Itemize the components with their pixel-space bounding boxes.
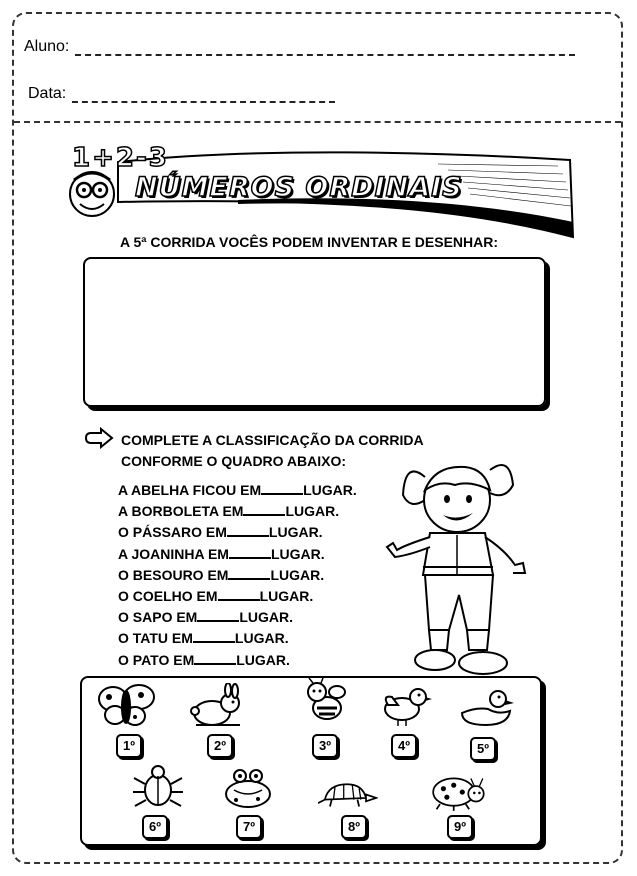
- frog-icon: [218, 766, 278, 811]
- date-field[interactable]: [28, 85, 335, 103]
- rabbit-icon: [188, 683, 248, 728]
- math-symbols-decoration: 1+2-3: [72, 143, 169, 173]
- date-label: Data:: [28, 85, 67, 102]
- sentence-row: O TATU EM LUGAR.: [118, 630, 289, 647]
- sentence-row: O BESOURO EM LUGAR.: [118, 566, 325, 583]
- sentence-row: O COELHO EM LUGAR.: [118, 588, 314, 605]
- ordinal-badge: 4º: [391, 734, 417, 758]
- ordinal-badge: 3º: [312, 734, 338, 758]
- student-name-line[interactable]: [75, 46, 575, 56]
- sentence-row: O PATO EM LUGAR.: [118, 651, 290, 668]
- student-label: Aluno:: [24, 38, 70, 55]
- complete-instruction-line2: CONFORME O QUADRO ABAIXO:: [121, 453, 347, 469]
- answer-blank[interactable]: [243, 502, 285, 516]
- ordinal-badge: 5º: [470, 737, 496, 761]
- student-field[interactable]: [24, 38, 575, 56]
- bird-icon: [378, 683, 438, 728]
- ordinal-badge: 1º: [116, 734, 142, 758]
- answer-blank[interactable]: [197, 608, 239, 622]
- ladybug-icon: [428, 770, 488, 815]
- ordinal-badge: 9º: [447, 815, 473, 839]
- sentence-row: A BORBOLETA EM LUGAR.: [118, 503, 340, 520]
- page-title: NÚMEROS ORDINAIS: [135, 172, 463, 203]
- complete-instruction: [121, 430, 424, 472]
- armadillo-icon: [318, 772, 378, 817]
- answer-blank[interactable]: [229, 545, 271, 559]
- drawing-area[interactable]: [83, 257, 546, 407]
- sentence-row: O SAPO EM LUGAR.: [118, 609, 294, 626]
- answer-blank[interactable]: [227, 523, 269, 537]
- answer-blank[interactable]: [261, 481, 303, 495]
- butterfly-icon: [95, 683, 155, 728]
- sentence-list: [118, 480, 357, 671]
- sentence-row: A ABELHA FICOU EM LUGAR.: [118, 482, 357, 498]
- ordinal-badge: 8º: [341, 815, 367, 839]
- bee-icon: [295, 678, 355, 723]
- answer-blank[interactable]: [193, 629, 235, 643]
- girl-illustration: [385, 455, 530, 680]
- sentence-row: O PÁSSARO EM LUGAR.: [118, 524, 323, 541]
- answer-blank[interactable]: [228, 566, 270, 580]
- ordinal-badge: 2º: [207, 734, 233, 758]
- arrow-right-icon: [83, 427, 115, 449]
- answer-blank[interactable]: [194, 651, 236, 665]
- duck-icon: [458, 685, 518, 730]
- date-line[interactable]: [72, 93, 335, 103]
- sentence-row: A JOANINHA EM LUGAR.: [118, 545, 325, 562]
- header-separator: [14, 121, 621, 123]
- answer-blank[interactable]: [218, 587, 260, 601]
- drawing-instruction: A 5ª CORRIDA VOCÊS PODEM INVENTAR E DESENHAR:: [120, 234, 499, 250]
- ordinal-badge: 6º: [142, 815, 168, 839]
- ordinal-badge: 7º: [236, 815, 262, 839]
- beetle-icon: [128, 764, 188, 809]
- complete-instruction-line1: COMPLETE A CLASSIFICAÇÃO DA CORRIDA: [121, 432, 424, 448]
